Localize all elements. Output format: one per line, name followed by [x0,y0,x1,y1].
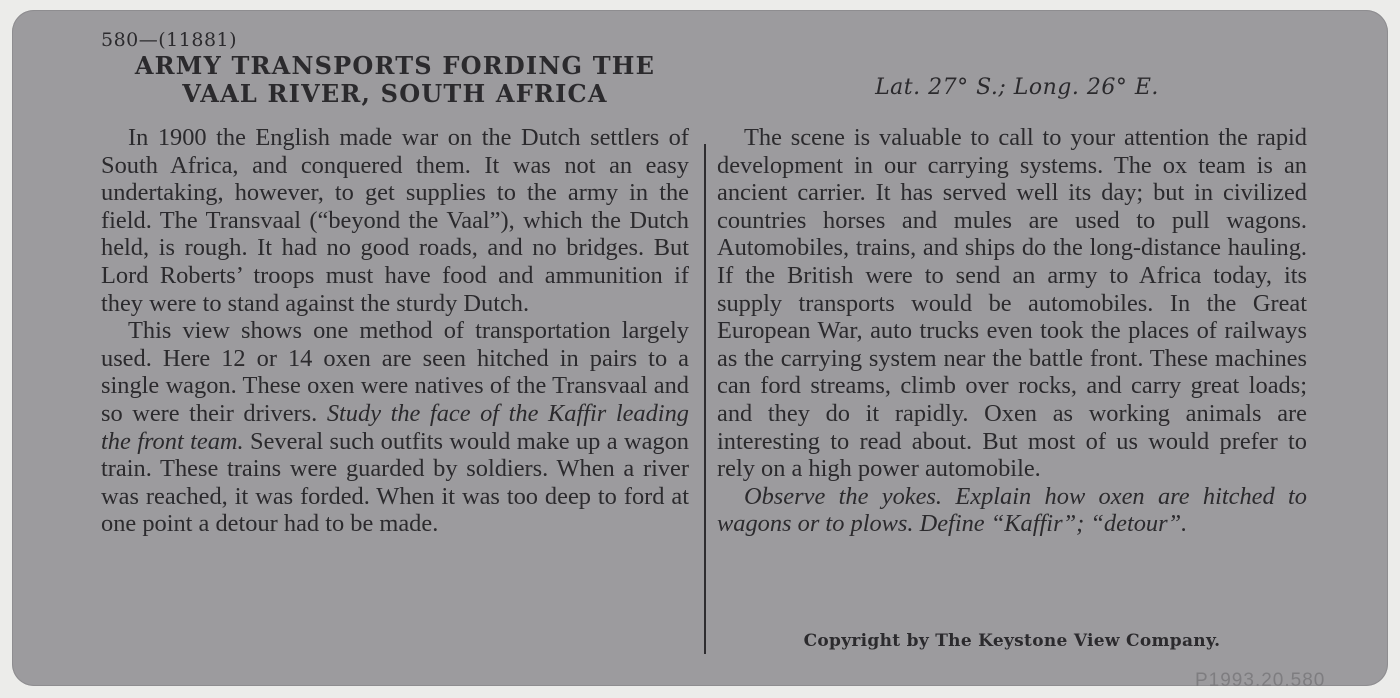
copyright-notice: Copyright by The Keystone View Company. [803,631,1221,651]
left-paragraph-2-text-a: This view shows one method of transportation largely used. Here 12 or 14 oxen are seen hitched in pairs to a single wagon. These oxen were natives of the Transvaal and so were their drivers. [101,317,689,427]
left-paragraph-2-italic: Study the face of the Kaffir leading the front team. [101,399,689,455]
right-paragraph-2 [717,483,1307,538]
right-paragraph-1: The scene is valuable to call to your attention the rapid development in our carrying systems. The ox team is an ancient carrier. It has served well its day; but in civilized countries horses and mules are used to pull wagons. Automobiles, trains, and ships do the long-distance hauling. If the British were to send an army to Africa today, its supply transports would be automobiles. In the Great European War, auto trucks even took the places of railways as the carrying system near the battle front. These machines can ford streams, climb over rocks, and carry great loads; and they do it rapidly. Oxen as working animals are interesting to read about. But most of us would prefer to rely on a high power automobile. [717,124,1307,483]
left-column [101,124,689,538]
left-paragraph-1: In 1900 the English made war on the Dutch settlers of South Africa, and conquered them. It was not an easy undertaking, however, to get supplies to the army in the field. The Transvaal (“beyond the Vaal”), which the Dutch held, is rough. It had no good roads, and no bridges. But Lord Roberts’ troops must have food and ammunition if they were to stand against the sturdy Dutch. [101,124,689,317]
right-column [717,124,1307,538]
card-title [98,52,692,108]
title-line-1: ARMY TRANSPORTS FORDING THE [134,51,656,80]
stereograph-card-back [12,10,1388,686]
coordinates: Lat. 27° S.; Long. 26° E. [875,75,1159,100]
right-paragraph-2-italic: Observe the yokes. Explain how oxen are hitched to wagons or to plows. Define “Kaffir”; “detour”. [717,482,1307,538]
catalog-number: P1993.20.580 [1195,670,1326,686]
left-paragraph-2-text-b: Several such outfits would make up a wagon train. These trains were guarded by soldiers. When a river was reached, it was forded. When it was too deep to ford at one point a detour had to be made. [101,427,689,538]
card-number: 580—(11881) [101,29,238,51]
title-line-2: VAAL RIVER, SOUTH AFRICA [182,79,608,108]
left-paragraph-2 [101,317,689,538]
column-divider [704,144,706,654]
